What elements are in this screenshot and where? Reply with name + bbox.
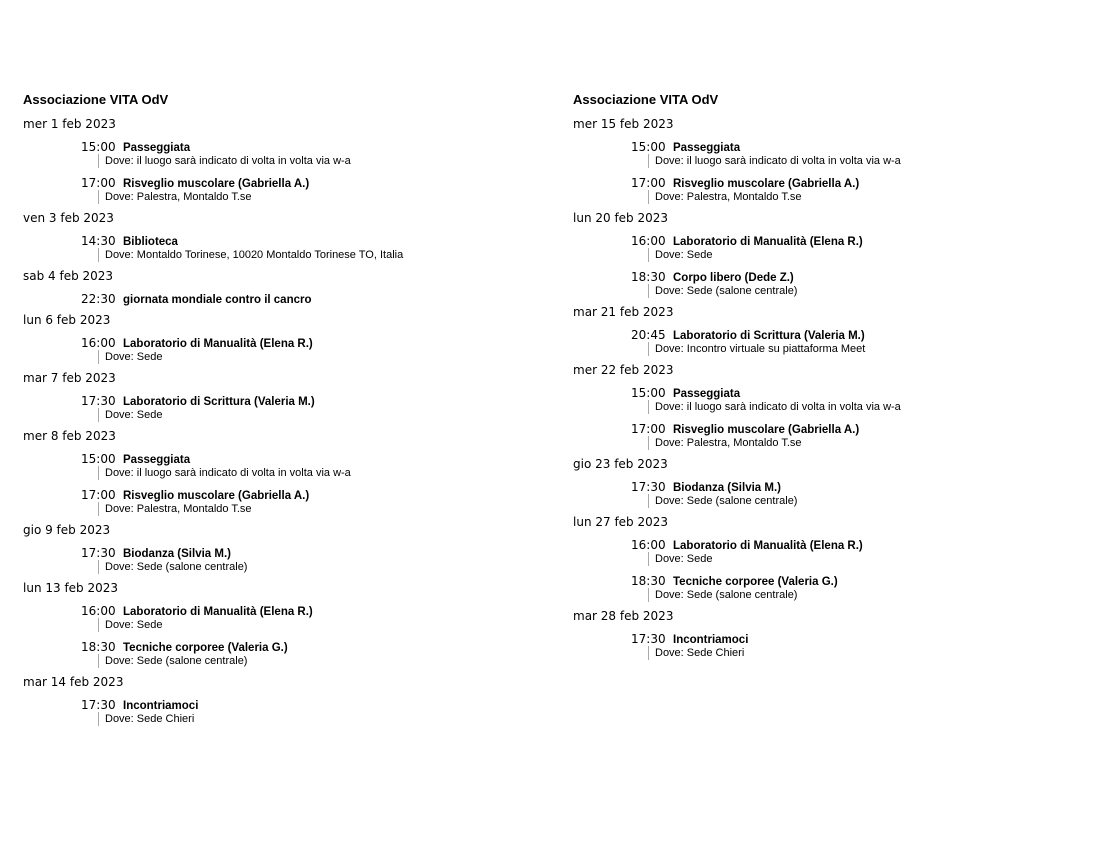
event-item[interactable] bbox=[631, 327, 1073, 356]
event-title: Risveglio muscolare (Gabriella A.) bbox=[673, 178, 860, 190]
day-group bbox=[573, 609, 1073, 660]
event-header bbox=[631, 631, 1073, 646]
event-item[interactable] bbox=[631, 479, 1073, 508]
event-time: 20:45 bbox=[631, 328, 666, 342]
event-time: 17:00 bbox=[81, 488, 116, 502]
event-item[interactable] bbox=[81, 451, 523, 480]
event-time: 17:30 bbox=[81, 546, 116, 560]
event-time: 15:00 bbox=[631, 386, 666, 400]
event-title: Passeggiata bbox=[673, 388, 741, 400]
event-title: Incontriamoci bbox=[673, 634, 749, 646]
event-header bbox=[631, 537, 1073, 552]
day-label: mar 14 feb 2023 bbox=[23, 675, 124, 689]
event-header bbox=[81, 451, 523, 466]
event-header bbox=[81, 545, 523, 560]
event-header bbox=[81, 639, 523, 654]
event-title: Incontriamoci bbox=[123, 700, 199, 712]
day-label: mer 22 feb 2023 bbox=[573, 363, 674, 377]
event-title: giornata mondiale contro il cancro bbox=[123, 294, 312, 306]
day-label: gio 23 feb 2023 bbox=[573, 457, 668, 471]
day-label: gio 9 feb 2023 bbox=[23, 523, 111, 537]
event-title: Passeggiata bbox=[673, 142, 741, 154]
event-header bbox=[81, 175, 523, 190]
event-location: Dove: Palestra, Montaldo T.se bbox=[648, 436, 1073, 450]
event-header bbox=[81, 139, 523, 154]
event-location: Dove: il luogo sarà indicato di volta in volta via w-a bbox=[98, 154, 523, 168]
event-header bbox=[81, 233, 523, 248]
event-title: Laboratorio di Manualità (Elena R.) bbox=[673, 236, 863, 248]
event-location: Dove: il luogo sarà indicato di volta in volta via w-a bbox=[648, 400, 1073, 414]
event-item[interactable] bbox=[631, 233, 1073, 262]
event-title: Passeggiata bbox=[123, 142, 191, 154]
event-item[interactable] bbox=[81, 393, 523, 422]
day-group bbox=[573, 305, 1073, 356]
day-label: lun 6 feb 2023 bbox=[23, 313, 111, 327]
event-location: Dove: Sede (salone centrale) bbox=[98, 654, 523, 668]
event-title: Passeggiata bbox=[123, 454, 191, 466]
event-time: 17:00 bbox=[631, 176, 666, 190]
event-header bbox=[631, 139, 1073, 154]
event-time: 15:00 bbox=[81, 452, 116, 466]
event-title: Risveglio muscolare (Gabriella A.) bbox=[123, 178, 310, 190]
event-title: Laboratorio di Manualità (Elena R.) bbox=[123, 338, 313, 350]
event-time: 18:30 bbox=[631, 270, 666, 284]
event-location: Dove: Sede bbox=[648, 552, 1073, 566]
day-label: sab 4 feb 2023 bbox=[23, 269, 114, 283]
day-group bbox=[573, 457, 1073, 508]
event-item[interactable] bbox=[81, 697, 523, 726]
day-group bbox=[23, 429, 523, 516]
event-title: Laboratorio di Scrittura (Valeria M.) bbox=[673, 330, 865, 342]
event-time: 18:30 bbox=[631, 574, 666, 588]
day-group bbox=[23, 581, 523, 668]
event-header bbox=[81, 603, 523, 618]
event-title: Laboratorio di Manualità (Elena R.) bbox=[123, 606, 313, 618]
event-title: Biblioteca bbox=[123, 236, 178, 248]
event-title: Laboratorio di Scrittura (Valeria M.) bbox=[123, 396, 315, 408]
event-time: 17:30 bbox=[81, 698, 116, 712]
day-label: mer 8 feb 2023 bbox=[23, 429, 116, 443]
event-location: Dove: il luogo sarà indicato di volta in volta via w-a bbox=[648, 154, 1073, 168]
day-group bbox=[573, 363, 1073, 450]
event-location: Dove: Sede bbox=[648, 248, 1073, 262]
event-header bbox=[631, 385, 1073, 400]
day-label: mar 21 feb 2023 bbox=[573, 305, 674, 319]
event-location: Dove: Montaldo Torinese, 10020 Montaldo Torinese TO, Italia bbox=[98, 248, 523, 262]
event-title: Biodanza (Silvia M.) bbox=[123, 548, 231, 560]
event-item[interactable] bbox=[81, 603, 523, 632]
day-group bbox=[573, 117, 1073, 204]
event-item[interactable] bbox=[81, 175, 523, 204]
event-time: 17:30 bbox=[81, 394, 116, 408]
event-time: 17:00 bbox=[631, 422, 666, 436]
event-time: 16:00 bbox=[631, 234, 666, 248]
event-header bbox=[631, 421, 1073, 436]
event-time: 16:00 bbox=[81, 604, 116, 618]
event-header bbox=[631, 233, 1073, 248]
event-location: Dove: Incontro virtuale su piattaforma Meet bbox=[648, 342, 1073, 356]
day-group bbox=[23, 675, 523, 726]
event-header bbox=[81, 291, 523, 306]
event-header bbox=[631, 573, 1073, 588]
event-title: Risveglio muscolare (Gabriella A.) bbox=[123, 490, 310, 502]
event-location: Dove: Palestra, Montaldo T.se bbox=[648, 190, 1073, 204]
event-location: Dove: Sede bbox=[98, 618, 523, 632]
event-location: Dove: Sede Chieri bbox=[98, 712, 523, 726]
event-title: Corpo libero (Dede Z.) bbox=[673, 272, 794, 284]
event-title: Biodanza (Silvia M.) bbox=[673, 482, 781, 494]
event-header bbox=[81, 393, 523, 408]
event-time: 15:00 bbox=[631, 140, 666, 154]
day-group bbox=[23, 211, 523, 262]
day-label: ven 3 feb 2023 bbox=[23, 211, 114, 225]
event-item[interactable] bbox=[631, 139, 1073, 168]
day-label: mer 1 feb 2023 bbox=[23, 117, 116, 131]
event-item[interactable] bbox=[81, 487, 523, 516]
event-item[interactable] bbox=[81, 335, 523, 364]
event-location: Dove: Sede bbox=[98, 408, 523, 422]
agenda-column-right bbox=[573, 90, 1073, 667]
calendar-title: Associazione VITA OdV bbox=[573, 92, 719, 107]
event-item[interactable] bbox=[81, 291, 523, 306]
day-label: lun 13 feb 2023 bbox=[23, 581, 119, 595]
event-item[interactable] bbox=[81, 639, 523, 668]
event-location: Dove: il luogo sarà indicato di volta in volta via w-a bbox=[98, 466, 523, 480]
day-group bbox=[23, 371, 523, 422]
event-time: 15:00 bbox=[81, 140, 116, 154]
day-label: lun 20 feb 2023 bbox=[573, 211, 669, 225]
event-time: 14:30 bbox=[81, 234, 116, 248]
event-title: Risveglio muscolare (Gabriella A.) bbox=[673, 424, 860, 436]
event-location: Dove: Sede (salone centrale) bbox=[648, 588, 1073, 602]
event-item[interactable] bbox=[631, 269, 1073, 298]
event-location: Dove: Sede (salone centrale) bbox=[648, 284, 1073, 298]
event-title: Tecniche corporee (Valeria G.) bbox=[673, 576, 838, 588]
event-header bbox=[81, 697, 523, 712]
event-title: Laboratorio di Manualità (Elena R.) bbox=[673, 540, 863, 552]
day-label: mar 7 feb 2023 bbox=[23, 371, 116, 385]
day-group bbox=[573, 211, 1073, 298]
event-time: 16:00 bbox=[631, 538, 666, 552]
day-group bbox=[23, 313, 523, 364]
event-item[interactable] bbox=[81, 545, 523, 574]
event-item[interactable] bbox=[81, 233, 523, 262]
event-header bbox=[631, 175, 1073, 190]
day-label: lun 27 feb 2023 bbox=[573, 515, 669, 529]
event-header bbox=[81, 487, 523, 502]
event-header bbox=[631, 269, 1073, 284]
event-location: Dove: Sede (salone centrale) bbox=[648, 494, 1073, 508]
event-title: Tecniche corporee (Valeria G.) bbox=[123, 642, 288, 654]
event-header bbox=[631, 479, 1073, 494]
day-group bbox=[23, 269, 523, 306]
day-label: mar 28 feb 2023 bbox=[573, 609, 674, 623]
event-location: Dove: Palestra, Montaldo T.se bbox=[98, 502, 523, 516]
day-list bbox=[573, 117, 1073, 660]
event-header bbox=[81, 335, 523, 350]
day-group bbox=[573, 515, 1073, 602]
event-location: Dove: Palestra, Montaldo T.se bbox=[98, 190, 523, 204]
event-header bbox=[631, 327, 1073, 342]
agenda-column-left bbox=[23, 90, 523, 733]
calendar-title: Associazione VITA OdV bbox=[23, 92, 169, 107]
event-time: 22:30 bbox=[81, 292, 116, 306]
day-group bbox=[23, 117, 523, 204]
event-item[interactable] bbox=[631, 631, 1073, 660]
event-time: 17:30 bbox=[631, 480, 666, 494]
event-item[interactable] bbox=[631, 421, 1073, 450]
event-time: 18:30 bbox=[81, 640, 116, 654]
day-group bbox=[23, 523, 523, 574]
event-location: Dove: Sede bbox=[98, 350, 523, 364]
event-time: 16:00 bbox=[81, 336, 116, 350]
event-location: Dove: Sede Chieri bbox=[648, 646, 1073, 660]
event-time: 17:00 bbox=[81, 176, 116, 190]
event-item[interactable] bbox=[631, 573, 1073, 602]
event-item[interactable] bbox=[81, 139, 523, 168]
event-time: 17:30 bbox=[631, 632, 666, 646]
day-list bbox=[23, 117, 523, 726]
event-item[interactable] bbox=[631, 385, 1073, 414]
event-item[interactable] bbox=[631, 537, 1073, 566]
event-location: Dove: Sede (salone centrale) bbox=[98, 560, 523, 574]
event-item[interactable] bbox=[631, 175, 1073, 204]
day-label: mer 15 feb 2023 bbox=[573, 117, 674, 131]
